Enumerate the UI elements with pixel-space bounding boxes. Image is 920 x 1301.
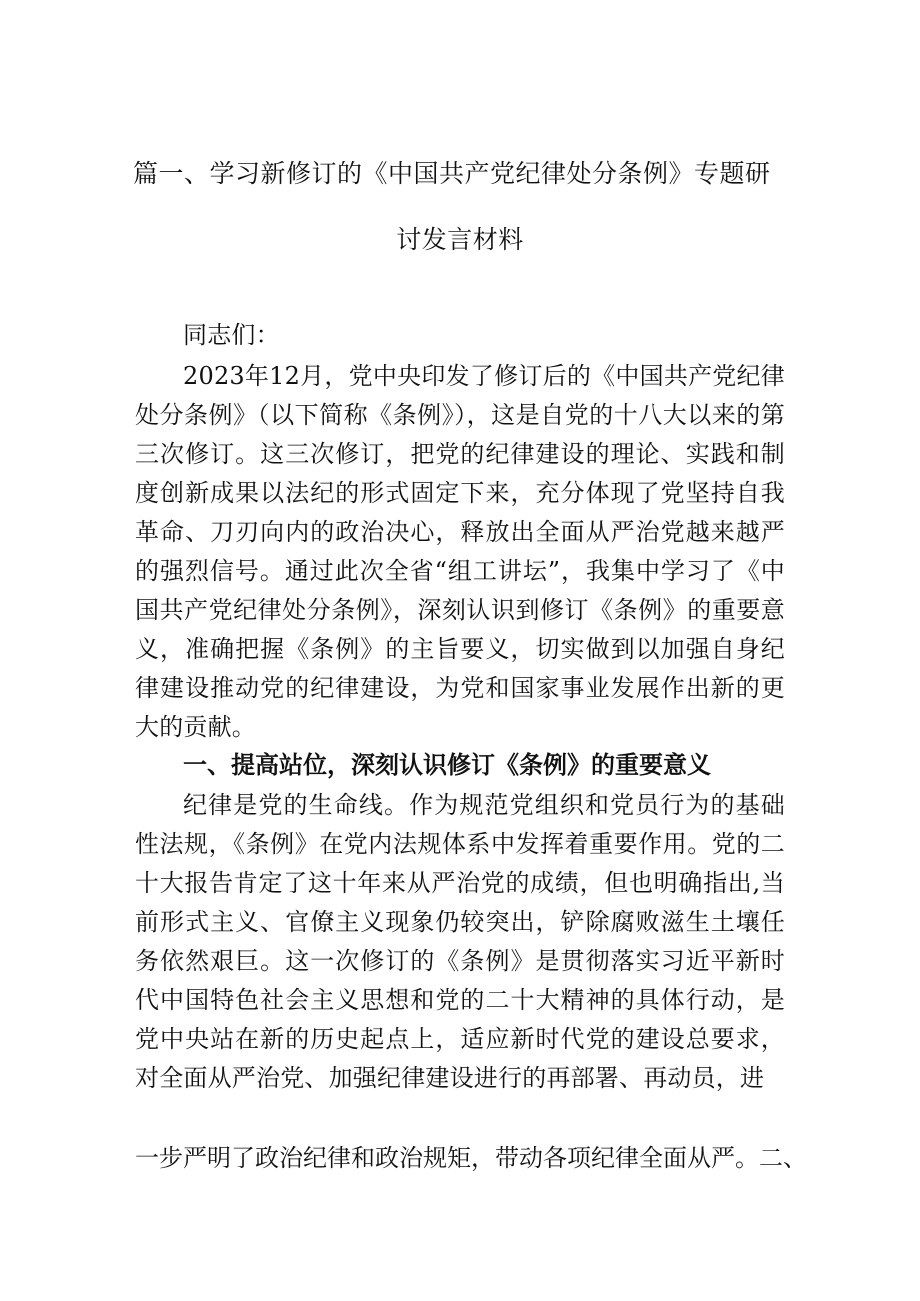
section-heading-1: 一、提高站位，深刻认识修订《条例》的重要意义 bbox=[183, 751, 711, 779]
document-title-line-1: 篇一、学习新修订的《中国共产党纪律处分条例》专题研 bbox=[133, 159, 771, 188]
paragraph-continuation: 一步严明了政治纪律和政治规矩，带动各项纪律全面从严。二、 bbox=[135, 1144, 807, 1172]
greeting: 同志们： bbox=[183, 321, 280, 349]
paragraph-intro: 2023年12月，党中央印发了修订后的《中国共产党纪律处分条例》（以下简称《条例》），这是自党的十八大以来的第三次修订。这三次修订，把党的纪律建设的理论、实践和制度创新成果以法纪的形式固定下来，充分体现了党坚持自我革命、刀刃向内的政治决心，释放出全面从严治党越来越严的强烈信号。通过此次全省“组工讲坛”，我集中学习了《中国共产党纪律处分条例》，深刻认识到修订《条例》的重要意义，准确把握《条例》的主旨要义，切实做到以加强自身纪律建设推动党的纪律建设，为党和国家事业发展作出新的更大的贡献。 bbox=[135, 362, 785, 741]
document-title-line-2: 讨发言材料 bbox=[396, 225, 524, 254]
paragraph-significance: 纪律是党的生命线。作为规范党组织和党员行为的基础性法规，《条例》在党内法规体系中发挥着重要作用。党的二十大报告肯定了这十年来从严治党的成绩，但也明确指出,当前形式主义、官僚主义现象仍较突出，铲除腐败滋生土壤任务依然艰巨。这一次修订的《条例》是贯彻落实习近平新时代中国特色社会主义思想和党的二十大精神的具体行动，是党中央站在新的历史起点上，适应新时代党的建设总要求，对全面从严治党、加强纪律建设进行的再部署、再动员，进 bbox=[135, 791, 785, 1092]
